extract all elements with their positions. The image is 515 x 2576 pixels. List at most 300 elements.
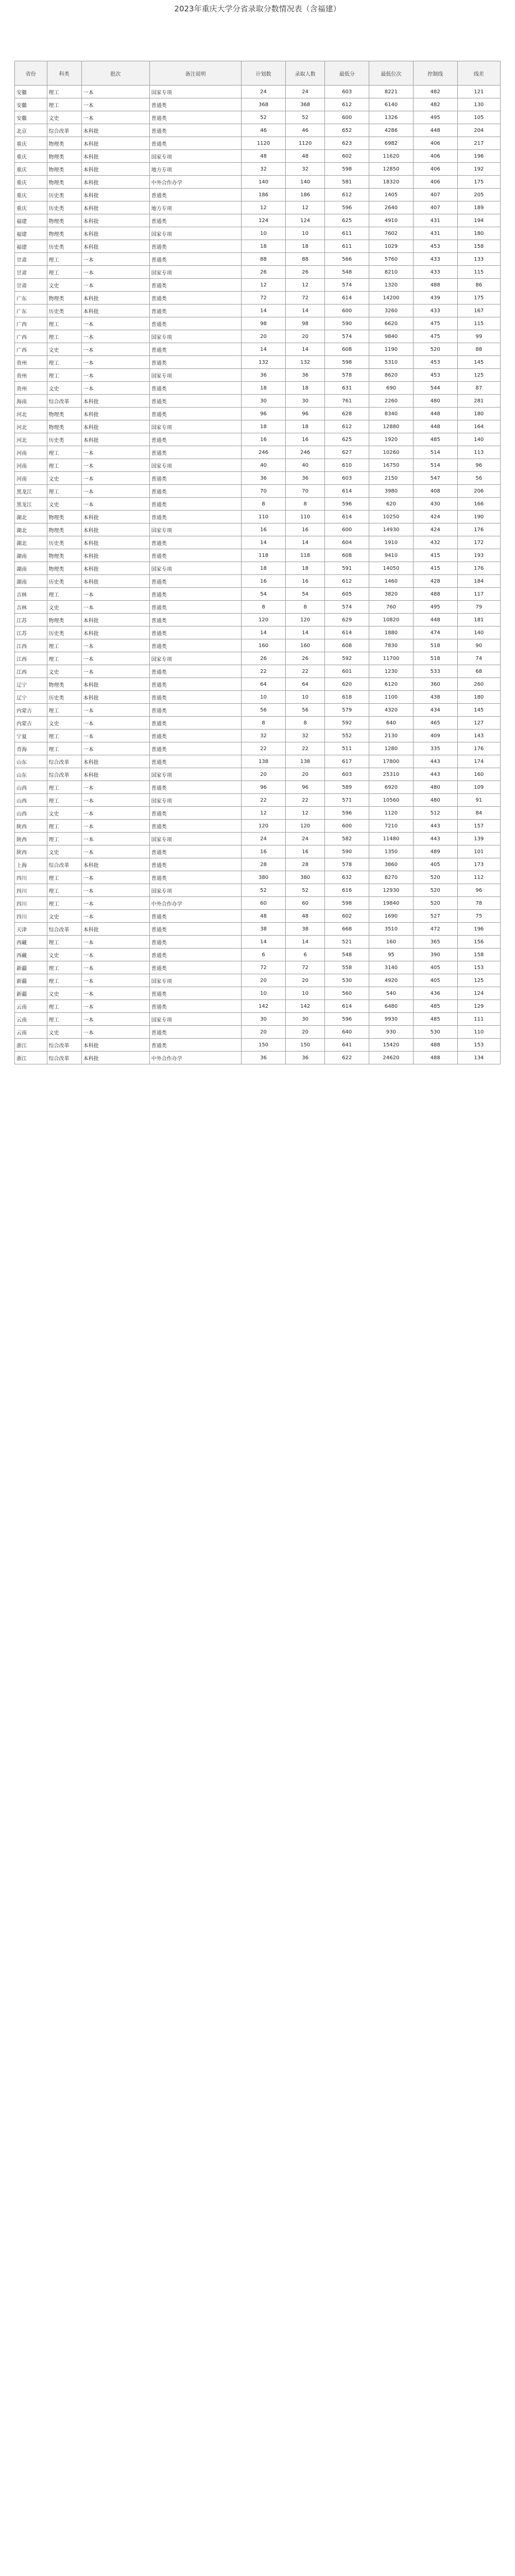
cell-note: 普通类 <box>149 536 241 549</box>
cell-min-score: 614 <box>325 485 369 498</box>
cell-plan: 40 <box>242 459 286 472</box>
cell-plan: 30 <box>242 395 286 408</box>
cell-note: 普通类 <box>149 858 241 871</box>
cell-note: 普通类 <box>149 948 241 961</box>
cell-enrolled: 110 <box>285 511 324 523</box>
cell-enrolled: 72 <box>285 961 324 974</box>
cell-note: 普通类 <box>149 691 241 704</box>
cell-min-score: 548 <box>325 948 369 961</box>
cell-min-rank: 3140 <box>369 961 414 974</box>
cell-line-diff: 117 <box>457 588 500 601</box>
table-row <box>15 820 501 833</box>
cell-min-score: 612 <box>325 98 369 111</box>
cell-category: 理工 <box>47 833 81 845</box>
cell-control-line: 530 <box>413 1026 457 1039</box>
cell-enrolled: 48 <box>285 150 324 163</box>
cell-note: 国家专项 <box>149 459 241 472</box>
cell-line-diff: 125 <box>457 974 500 987</box>
cell-province: 北京 <box>15 124 47 137</box>
cell-min-rank: 620 <box>369 498 414 511</box>
cell-category: 物理类 <box>47 549 81 562</box>
cell-note: 普通类 <box>149 279 241 292</box>
cell-note: 国家专项 <box>149 652 241 665</box>
cell-control-line: 430 <box>413 498 457 511</box>
cell-batch: 一本 <box>81 485 149 498</box>
cell-min-rank: 1280 <box>369 742 414 755</box>
table-row <box>15 601 501 614</box>
cell-category: 理工 <box>47 1000 81 1013</box>
cell-control-line: 390 <box>413 948 457 961</box>
cell-province: 甘肃 <box>15 253 47 266</box>
cell-line-diff: 140 <box>457 626 500 639</box>
cell-line-diff: 176 <box>457 562 500 575</box>
table-row <box>15 639 501 652</box>
cell-note: 国家专项 <box>149 523 241 536</box>
cell-enrolled: 12 <box>285 279 324 292</box>
cell-min-rank: 1320 <box>369 279 414 292</box>
cell-line-diff: 192 <box>457 163 500 176</box>
cell-min-rank: 6120 <box>369 678 414 691</box>
cell-min-rank: 2260 <box>369 395 414 408</box>
cell-min-rank: 8221 <box>369 86 414 98</box>
cell-province: 安徽 <box>15 86 47 98</box>
cell-plan: 12 <box>242 201 286 214</box>
cell-note: 普通类 <box>149 588 241 601</box>
cell-batch: 本科批 <box>81 124 149 137</box>
cell-line-diff: 110 <box>457 1026 500 1039</box>
cell-category: 综合改革 <box>47 1052 81 1064</box>
cell-control-line: 415 <box>413 562 457 575</box>
cell-line-diff: 158 <box>457 948 500 961</box>
cell-note: 国家专项 <box>149 768 241 781</box>
cell-line-diff: 111 <box>457 1013 500 1026</box>
cell-min-score: 558 <box>325 961 369 974</box>
cell-control-line: 472 <box>413 923 457 936</box>
cell-min-rank: 19840 <box>369 897 414 910</box>
table-row <box>15 176 501 189</box>
cell-province: 湖南 <box>15 575 47 588</box>
cell-category: 理工 <box>47 871 81 884</box>
header-min-rank: 最低位次 <box>369 61 414 86</box>
cell-line-diff: 180 <box>457 691 500 704</box>
cell-province: 河北 <box>15 433 47 446</box>
cell-min-score: 652 <box>325 124 369 137</box>
cell-enrolled: 186 <box>285 189 324 201</box>
cell-batch: 本科批 <box>81 420 149 433</box>
cell-control-line: 533 <box>413 665 457 678</box>
table-row <box>15 408 501 420</box>
cell-note: 中外合作办学 <box>149 176 241 189</box>
table-row <box>15 562 501 575</box>
cell-category: 理工 <box>47 884 81 897</box>
cell-province: 江西 <box>15 665 47 678</box>
table-row <box>15 910 501 923</box>
cell-note: 普通类 <box>149 910 241 923</box>
cell-min-score: 623 <box>325 137 369 150</box>
cell-control-line: 405 <box>413 858 457 871</box>
cell-note: 普通类 <box>149 317 241 330</box>
cell-batch: 本科批 <box>81 575 149 588</box>
cell-batch: 一本 <box>81 343 149 356</box>
cell-province: 海南 <box>15 395 47 408</box>
cell-category: 理工 <box>47 781 81 794</box>
table-row <box>15 266 501 279</box>
cell-min-rank: 2130 <box>369 730 414 742</box>
cell-line-diff: 206 <box>457 485 500 498</box>
cell-province: 宁夏 <box>15 730 47 742</box>
cell-min-score: 641 <box>325 1039 369 1052</box>
cell-control-line: 433 <box>413 304 457 317</box>
cell-control-line: 485 <box>413 1000 457 1013</box>
cell-min-rank: 3860 <box>369 858 414 871</box>
cell-line-diff: 99 <box>457 330 500 343</box>
cell-category: 文史 <box>47 717 81 730</box>
cell-province: 新疆 <box>15 961 47 974</box>
cell-batch: 本科批 <box>81 923 149 936</box>
cell-control-line: 520 <box>413 897 457 910</box>
cell-min-score: 608 <box>325 343 369 356</box>
cell-enrolled: 20 <box>285 768 324 781</box>
cell-plan: 20 <box>242 330 286 343</box>
cell-min-rank: 5760 <box>369 253 414 266</box>
cell-batch: 本科批 <box>81 755 149 768</box>
cell-note: 普通类 <box>149 472 241 485</box>
cell-category: 历史类 <box>47 575 81 588</box>
cell-batch: 一本 <box>81 897 149 910</box>
cell-enrolled: 26 <box>285 266 324 279</box>
cell-note: 普通类 <box>149 961 241 974</box>
cell-control-line: 434 <box>413 704 457 717</box>
cell-control-line: 453 <box>413 356 457 369</box>
cell-enrolled: 96 <box>285 781 324 794</box>
cell-province: 山东 <box>15 755 47 768</box>
cell-plan: 110 <box>242 511 286 523</box>
cell-min-score: 571 <box>325 794 369 807</box>
cell-plan: 64 <box>242 678 286 691</box>
cell-enrolled: 18 <box>285 420 324 433</box>
cell-line-diff: 173 <box>457 858 500 871</box>
cell-line-diff: 189 <box>457 201 500 214</box>
cell-batch: 一本 <box>81 86 149 98</box>
cell-min-score: 596 <box>325 807 369 820</box>
cell-plan: 142 <box>242 1000 286 1013</box>
cell-min-rank: 7602 <box>369 227 414 240</box>
cell-batch: 本科批 <box>81 408 149 420</box>
cell-category: 理工 <box>47 253 81 266</box>
cell-enrolled: 16 <box>285 845 324 858</box>
cell-province: 青海 <box>15 742 47 755</box>
cell-category: 物理类 <box>47 137 81 150</box>
table-row <box>15 781 501 794</box>
cell-min-score: 598 <box>325 356 369 369</box>
cell-control-line: 443 <box>413 755 457 768</box>
cell-enrolled: 6 <box>285 948 324 961</box>
cell-enrolled: 52 <box>285 111 324 124</box>
table-row <box>15 304 501 317</box>
cell-plan: 70 <box>242 485 286 498</box>
cell-enrolled: 52 <box>285 884 324 897</box>
cell-plan: 246 <box>242 446 286 459</box>
cell-province: 江苏 <box>15 626 47 639</box>
cell-batch: 一本 <box>81 601 149 614</box>
cell-province: 贵州 <box>15 369 47 382</box>
cell-plan: 10 <box>242 987 286 1000</box>
cell-min-score: 668 <box>325 923 369 936</box>
cell-enrolled: 20 <box>285 974 324 987</box>
cell-min-rank: 3510 <box>369 923 414 936</box>
cell-province: 陕西 <box>15 833 47 845</box>
cell-line-diff: 121 <box>457 86 500 98</box>
cell-batch: 一本 <box>81 1000 149 1013</box>
cell-province: 重庆 <box>15 176 47 189</box>
cell-plan: 60 <box>242 897 286 910</box>
cell-batch: 本科批 <box>81 227 149 240</box>
cell-note: 国家专项 <box>149 794 241 807</box>
cell-category: 历史类 <box>47 189 81 201</box>
table-row <box>15 1000 501 1013</box>
table-row <box>15 253 501 266</box>
cell-province: 四川 <box>15 884 47 897</box>
cell-control-line: 433 <box>413 253 457 266</box>
cell-province: 河南 <box>15 459 47 472</box>
cell-province: 江苏 <box>15 614 47 626</box>
cell-note: 普通类 <box>149 807 241 820</box>
cell-plan: 138 <box>242 755 286 768</box>
cell-min-score: 581 <box>325 176 369 189</box>
cell-line-diff: 115 <box>457 317 500 330</box>
cell-min-rank: 1230 <box>369 665 414 678</box>
cell-plan: 18 <box>242 240 286 253</box>
cell-note: 普通类 <box>149 845 241 858</box>
header-province: 省份 <box>15 61 47 86</box>
cell-category: 文史 <box>47 343 81 356</box>
cell-province: 黑龙江 <box>15 498 47 511</box>
cell-min-rank: 1920 <box>369 433 414 446</box>
cell-control-line: 448 <box>413 420 457 433</box>
cell-control-line: 433 <box>413 266 457 279</box>
cell-enrolled: 22 <box>285 794 324 807</box>
cell-line-diff: 180 <box>457 227 500 240</box>
cell-plan: 22 <box>242 794 286 807</box>
cell-enrolled: 40 <box>285 459 324 472</box>
cell-line-diff: 56 <box>457 472 500 485</box>
cell-min-rank: 12880 <box>369 420 414 433</box>
cell-min-rank: 6982 <box>369 137 414 150</box>
cell-min-score: 574 <box>325 279 369 292</box>
cell-note: 国家专项 <box>149 227 241 240</box>
cell-control-line: 408 <box>413 485 457 498</box>
cell-plan: 24 <box>242 833 286 845</box>
cell-min-rank: 11480 <box>369 833 414 845</box>
cell-line-diff: 79 <box>457 601 500 614</box>
cell-line-diff: 172 <box>457 536 500 549</box>
cell-plan: 72 <box>242 292 286 304</box>
cell-enrolled: 64 <box>285 678 324 691</box>
cell-control-line: 544 <box>413 382 457 395</box>
cell-min-score: 614 <box>325 1000 369 1013</box>
cell-note: 地方专项 <box>149 201 241 214</box>
cell-line-diff: 180 <box>457 408 500 420</box>
cell-province: 辽宁 <box>15 678 47 691</box>
cell-enrolled: 24 <box>285 833 324 845</box>
cell-category: 文史 <box>47 498 81 511</box>
cell-category: 理工 <box>47 266 81 279</box>
table-row <box>15 1013 501 1026</box>
cell-plan: 8 <box>242 601 286 614</box>
cell-min-rank: 2640 <box>369 201 414 214</box>
cell-category: 物理类 <box>47 227 81 240</box>
cell-min-rank: 1690 <box>369 910 414 923</box>
cell-enrolled: 20 <box>285 330 324 343</box>
cell-min-rank: 6620 <box>369 317 414 330</box>
cell-control-line: 480 <box>413 794 457 807</box>
cell-batch: 一本 <box>81 871 149 884</box>
cell-province: 广西 <box>15 343 47 356</box>
cell-note: 普通类 <box>149 549 241 562</box>
cell-enrolled: 46 <box>285 124 324 137</box>
cell-line-diff: 217 <box>457 137 500 150</box>
cell-category: 物理类 <box>47 678 81 691</box>
cell-note: 普通类 <box>149 137 241 150</box>
table-row <box>15 948 501 961</box>
cell-province: 福建 <box>15 227 47 240</box>
table-row <box>15 124 501 137</box>
cell-line-diff: 74 <box>457 652 500 665</box>
cell-batch: 一本 <box>81 472 149 485</box>
cell-category: 文史 <box>47 845 81 858</box>
cell-batch: 一本 <box>81 279 149 292</box>
cell-min-rank: 95 <box>369 948 414 961</box>
cell-min-score: 578 <box>325 858 369 871</box>
cell-min-rank: 6480 <box>369 1000 414 1013</box>
cell-control-line: 480 <box>413 781 457 794</box>
cell-category: 物理类 <box>47 511 81 523</box>
cell-category: 理工 <box>47 356 81 369</box>
cell-control-line: 432 <box>413 536 457 549</box>
table-row <box>15 189 501 201</box>
cell-note: 普通类 <box>149 1039 241 1052</box>
cell-plan: 20 <box>242 1026 286 1039</box>
cell-enrolled: 138 <box>285 755 324 768</box>
cell-batch: 本科批 <box>81 150 149 163</box>
cell-note: 普通类 <box>149 820 241 833</box>
cell-enrolled: 18 <box>285 562 324 575</box>
cell-plan: 14 <box>242 343 286 356</box>
cell-control-line: 406 <box>413 137 457 150</box>
cell-control-line: 518 <box>413 652 457 665</box>
cell-control-line: 438 <box>413 691 457 704</box>
cell-min-score: 574 <box>325 601 369 614</box>
table-row <box>15 755 501 768</box>
cell-province: 广西 <box>15 317 47 330</box>
cell-category: 理工 <box>47 588 81 601</box>
cell-note: 普通类 <box>149 511 241 523</box>
cell-line-diff: 145 <box>457 704 500 717</box>
cell-province: 安徽 <box>15 111 47 124</box>
table-row <box>15 807 501 820</box>
table-row <box>15 614 501 626</box>
cell-min-score: 610 <box>325 459 369 472</box>
cell-province: 湖北 <box>15 523 47 536</box>
cell-min-rank: 11700 <box>369 652 414 665</box>
cell-plan: 380 <box>242 871 286 884</box>
cell-plan: 16 <box>242 523 286 536</box>
cell-min-score: 601 <box>325 665 369 678</box>
cell-note: 普通类 <box>149 446 241 459</box>
cell-note: 普通类 <box>149 678 241 691</box>
cell-note: 普通类 <box>149 781 241 794</box>
cell-enrolled: 10 <box>285 987 324 1000</box>
cell-control-line: 485 <box>413 433 457 446</box>
cell-note: 地方专项 <box>149 163 241 176</box>
table-row <box>15 292 501 304</box>
cell-category: 物理类 <box>47 150 81 163</box>
cell-min-score: 600 <box>325 820 369 833</box>
cell-min-score: 590 <box>325 845 369 858</box>
cell-plan: 118 <box>242 549 286 562</box>
cell-enrolled: 12 <box>285 201 324 214</box>
cell-min-rank: 4920 <box>369 974 414 987</box>
cell-plan: 140 <box>242 176 286 189</box>
cell-min-rank: 15420 <box>369 1039 414 1052</box>
cell-control-line: 495 <box>413 601 457 614</box>
cell-category: 理工 <box>47 897 81 910</box>
cell-min-rank: 1405 <box>369 189 414 201</box>
cell-min-score: 582 <box>325 833 369 845</box>
cell-category: 理工 <box>47 485 81 498</box>
cell-category: 文史 <box>47 111 81 124</box>
cell-control-line: 520 <box>413 871 457 884</box>
cell-control-line: 547 <box>413 472 457 485</box>
cell-min-rank: 10250 <box>369 511 414 523</box>
cell-batch: 本科批 <box>81 1039 149 1052</box>
cell-note: 普通类 <box>149 871 241 884</box>
cell-min-rank: 4320 <box>369 704 414 717</box>
cell-min-rank: 10820 <box>369 614 414 626</box>
table-row <box>15 575 501 588</box>
cell-enrolled: 72 <box>285 292 324 304</box>
cell-category: 物理类 <box>47 562 81 575</box>
cell-category: 理工 <box>47 317 81 330</box>
table-row <box>15 240 501 253</box>
cell-min-score: 596 <box>325 201 369 214</box>
cell-control-line: 443 <box>413 820 457 833</box>
cell-plan: 186 <box>242 189 286 201</box>
table-row <box>15 742 501 755</box>
cell-enrolled: 12 <box>285 807 324 820</box>
cell-batch: 一本 <box>81 807 149 820</box>
cell-min-rank: 24620 <box>369 1052 414 1064</box>
table-row <box>15 858 501 871</box>
cell-min-score: 596 <box>325 498 369 511</box>
cell-min-rank: 160 <box>369 936 414 948</box>
cell-province: 吉林 <box>15 601 47 614</box>
cell-batch: 一本 <box>81 382 149 395</box>
cell-note: 普通类 <box>149 304 241 317</box>
cell-category: 文史 <box>47 1026 81 1039</box>
cell-line-diff: 158 <box>457 240 500 253</box>
cell-min-rank: 25310 <box>369 768 414 781</box>
cell-plan: 120 <box>242 820 286 833</box>
cell-min-score: 598 <box>325 163 369 176</box>
cell-note: 普通类 <box>149 343 241 356</box>
cell-line-diff: 127 <box>457 717 500 730</box>
cell-min-rank: 10260 <box>369 446 414 459</box>
cell-min-score: 632 <box>325 871 369 884</box>
cell-province: 陕西 <box>15 845 47 858</box>
cell-line-diff: 204 <box>457 124 500 137</box>
cell-min-score: 521 <box>325 936 369 948</box>
